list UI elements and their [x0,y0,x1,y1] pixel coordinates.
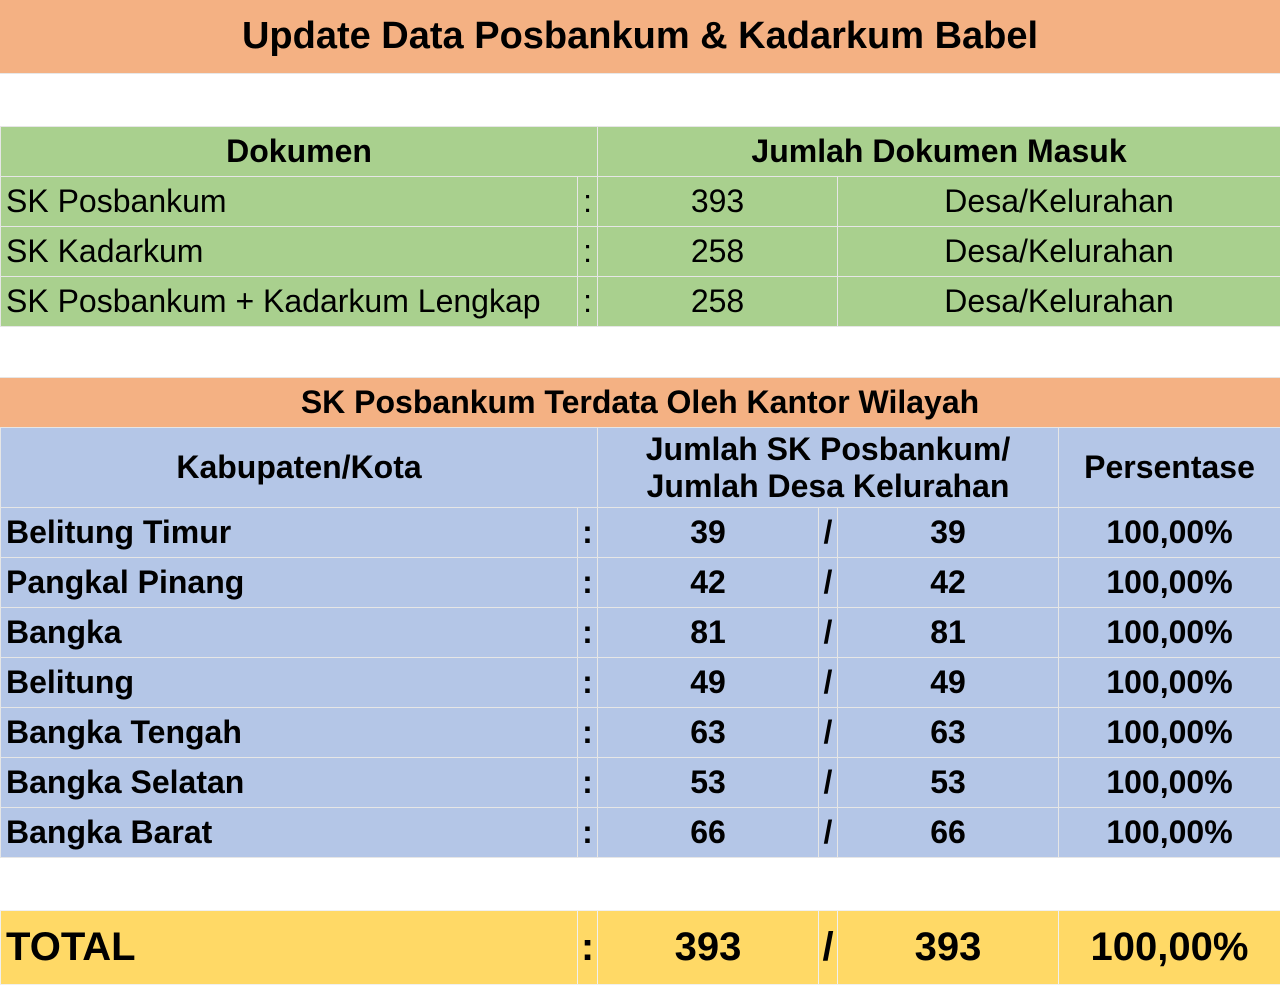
colon-separator: : [578,508,598,558]
slash-separator: / [819,911,838,985]
table-row [1,558,1280,608]
table-row [1,177,1280,227]
colon-separator: : [578,758,598,808]
doc-count: 258 [598,277,838,327]
percentage: 100,00% [1059,608,1280,658]
header-persentase: Persentase [1059,428,1280,508]
slash-separator: / [819,658,838,708]
percentage: 100,00% [1059,808,1280,858]
slash-separator: / [819,808,838,858]
desa-count: 42 [838,558,1059,608]
sk-count: 81 [598,608,819,658]
slash-separator: / [819,758,838,808]
doc-name: SK Kadarkum [1,227,578,277]
desa-count: 63 [838,708,1059,758]
total-desa-count: 393 [838,911,1059,985]
doc-count: 393 [598,177,838,227]
sk-count: 49 [598,658,819,708]
desa-count: 66 [838,808,1059,858]
doc-count: 258 [598,227,838,277]
region-name: Bangka [1,608,578,658]
header-dokumen: Dokumen [1,127,598,177]
colon-separator: : [578,177,598,227]
percentage: 100,00% [1059,708,1280,758]
table-row [1,508,1280,558]
doc-name: SK Posbankum [1,177,578,227]
region-name: Belitung [1,658,578,708]
percentage: 100,00% [1059,508,1280,558]
percentage: 100,00% [1059,658,1280,708]
regions-header-row [1,428,1280,508]
documents-table [0,126,1280,327]
header-jumlah-sk-line2: Jumlah Desa Kelurahan [598,468,1058,505]
colon-separator: : [578,808,598,858]
slash-separator: / [819,608,838,658]
region-section-title [0,377,1280,427]
slash-separator: / [819,708,838,758]
slash-separator: / [819,508,838,558]
header-jumlah-dokumen: Jumlah Dokumen Masuk [598,127,1280,177]
total-label: TOTAL [1,911,578,985]
doc-unit: Desa/Kelurahan [838,227,1280,277]
colon-separator: : [578,658,598,708]
page-title: Update Data Posbankum & Kadarkum Babel [242,15,1038,58]
slash-separator: / [819,558,838,608]
sk-count: 66 [598,808,819,858]
region-name: Bangka Tengah [1,708,578,758]
sk-count: 42 [598,558,819,608]
doc-unit: Desa/Kelurahan [838,177,1280,227]
colon-separator: : [578,227,598,277]
regions-table [0,427,1280,858]
total-sk-count: 393 [598,911,819,985]
percentage: 100,00% [1059,558,1280,608]
table-row [1,808,1280,858]
header-jumlah-sk-line1: Jumlah SK Posbankum/ [598,431,1058,468]
sk-count: 63 [598,708,819,758]
desa-count: 81 [838,608,1059,658]
table-row [1,758,1280,808]
doc-name: SK Posbankum + Kadarkum Lengkap [1,277,578,327]
desa-count: 49 [838,658,1059,708]
total-table [0,910,1280,985]
percentage: 100,00% [1059,758,1280,808]
region-name: Bangka Selatan [1,758,578,808]
region-title-text: SK Posbankum Terdata Oleh Kantor Wilayah [301,384,979,421]
sk-count: 39 [598,508,819,558]
desa-count: 53 [838,758,1059,808]
total-percentage: 100,00% [1059,911,1280,985]
title-band [0,0,1280,74]
region-name: Belitung Timur [1,508,578,558]
colon-separator: : [578,277,598,327]
colon-separator: : [578,708,598,758]
doc-unit: Desa/Kelurahan [838,277,1280,327]
colon-separator: : [578,911,598,985]
header-kabupaten-kota: Kabupaten/Kota [1,428,598,508]
header-jumlah-sk [598,428,1059,508]
table-row [1,227,1280,277]
table-row [1,708,1280,758]
table-row [1,658,1280,708]
colon-separator: : [578,608,598,658]
region-name: Bangka Barat [1,808,578,858]
region-name: Pangkal Pinang [1,558,578,608]
desa-count: 39 [838,508,1059,558]
table-row [1,608,1280,658]
total-row [1,911,1280,985]
documents-header-row [1,127,1280,177]
colon-separator: : [578,558,598,608]
table-row [1,277,1280,327]
sk-count: 53 [598,758,819,808]
